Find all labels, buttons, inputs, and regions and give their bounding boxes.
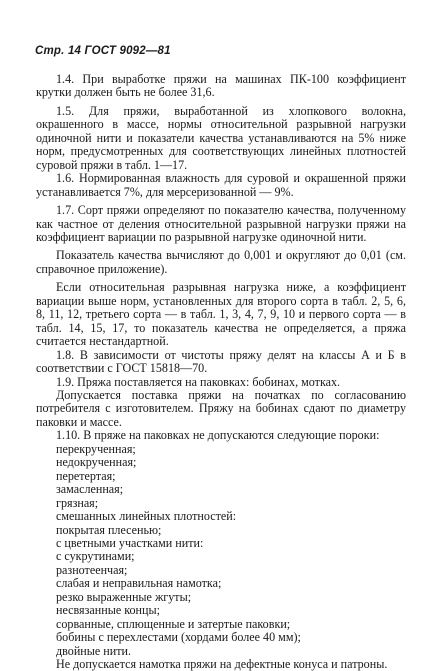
list-item: перекрученная; — [56, 441, 136, 456]
paragraph-1-9: 1.9. Пряжа поставляется на паковках: бобинах, мотках. — [56, 374, 341, 389]
list-item: резко выраженные жгуты; — [56, 589, 192, 604]
paragraph-1-6: 1.6. Нормированная влажность для суровой и окрашенной пряжи устанавливается 7%, для мерсеризованной — 9%. — [36, 171, 406, 199]
document-body — [36, 73, 406, 671]
defects-list — [36, 443, 406, 658]
list-item: двойные нити. — [56, 643, 132, 658]
list-item: недокрученная; — [56, 455, 137, 470]
list-item: с цветными участками нити: — [56, 535, 204, 550]
paragraph-quality-index: Показатель качества вычисляют до 0,001 и округляют до 0,01 (см. справочное приложение). — [36, 248, 406, 276]
paragraph-1-4: 1.4. При выработке пряжи на машинах ПК-100 коэффициент крутки должен быть не более 31,6. — [36, 72, 406, 100]
paragraph-1-10: 1.10. В пряже на паковках не допускаются следующие пороки: — [56, 428, 380, 443]
paragraph-1-7: 1.7. Сорт пряжи определяют по показателю качества, полученному как частное от деления относительной разрывной нагрузки пряжи на коэффициент вариации по разрывной нагрузке одиночной нити. — [36, 203, 406, 244]
list-item: покрытая плесенью; — [56, 522, 162, 537]
list-item: несвязанные концы; — [56, 603, 160, 618]
list-item: замасленная; — [56, 482, 124, 497]
page-header: Стр. 14 ГОСТ 9092—81 — [35, 45, 171, 57]
list-item: слабая и неправильная намотка; — [56, 576, 222, 591]
paragraph-supply: Допускается поставка пряжи на початках по согласованию потребителя с изготовителем. Пряжу на бобинах сдают по диаметру паковки и массе. — [36, 387, 406, 429]
paragraph-final: Не допускается намотка пряжи на дефектные конуса и патроны. — [56, 657, 388, 671]
list-item: смешанных линейных плотностей: — [56, 509, 237, 524]
list-item: бобины с перехлестами (хордами более 40 мм); — [56, 630, 301, 645]
paragraph-1-5: 1.5. Для пряжи, выработанной из хлопкового волокна, окрашенного в массе, нормы относительной разрывной нагрузки одиночной нити и показатели качества устанавливаются на 5% ниже норм, предусмотренных для соответствующих линейных плотностей суровой пряжи в табл. 1—17. — [36, 103, 406, 172]
list-item: разнотеенчая; — [56, 562, 128, 577]
paragraph-1-8: 1.8. В зависимости от чистоты пряжу делят на классы А и Б в соответствии с ГОСТ 15818—70. — [36, 347, 406, 376]
list-item: грязная; — [56, 495, 99, 510]
list-item: сорванные, сплющенные и затертые паковки; — [56, 616, 291, 631]
paragraph-lower-load: Если относительная разрывная нагрузка ниже, а коэффициент вариации выше норм, установленных для второго сорта в табл. 2, 5, 6, 8, 11, 12, третьего сорта — в табл. 1, 3, 4, 7, 9, 10 и первого сорта — в табл. 14, 15, 17, то показатель качества не определяется, а пряжа считается нестандартной. — [36, 280, 406, 349]
list-item: с сукрутинами; — [56, 549, 135, 564]
list-item: перетертая; — [56, 468, 116, 483]
